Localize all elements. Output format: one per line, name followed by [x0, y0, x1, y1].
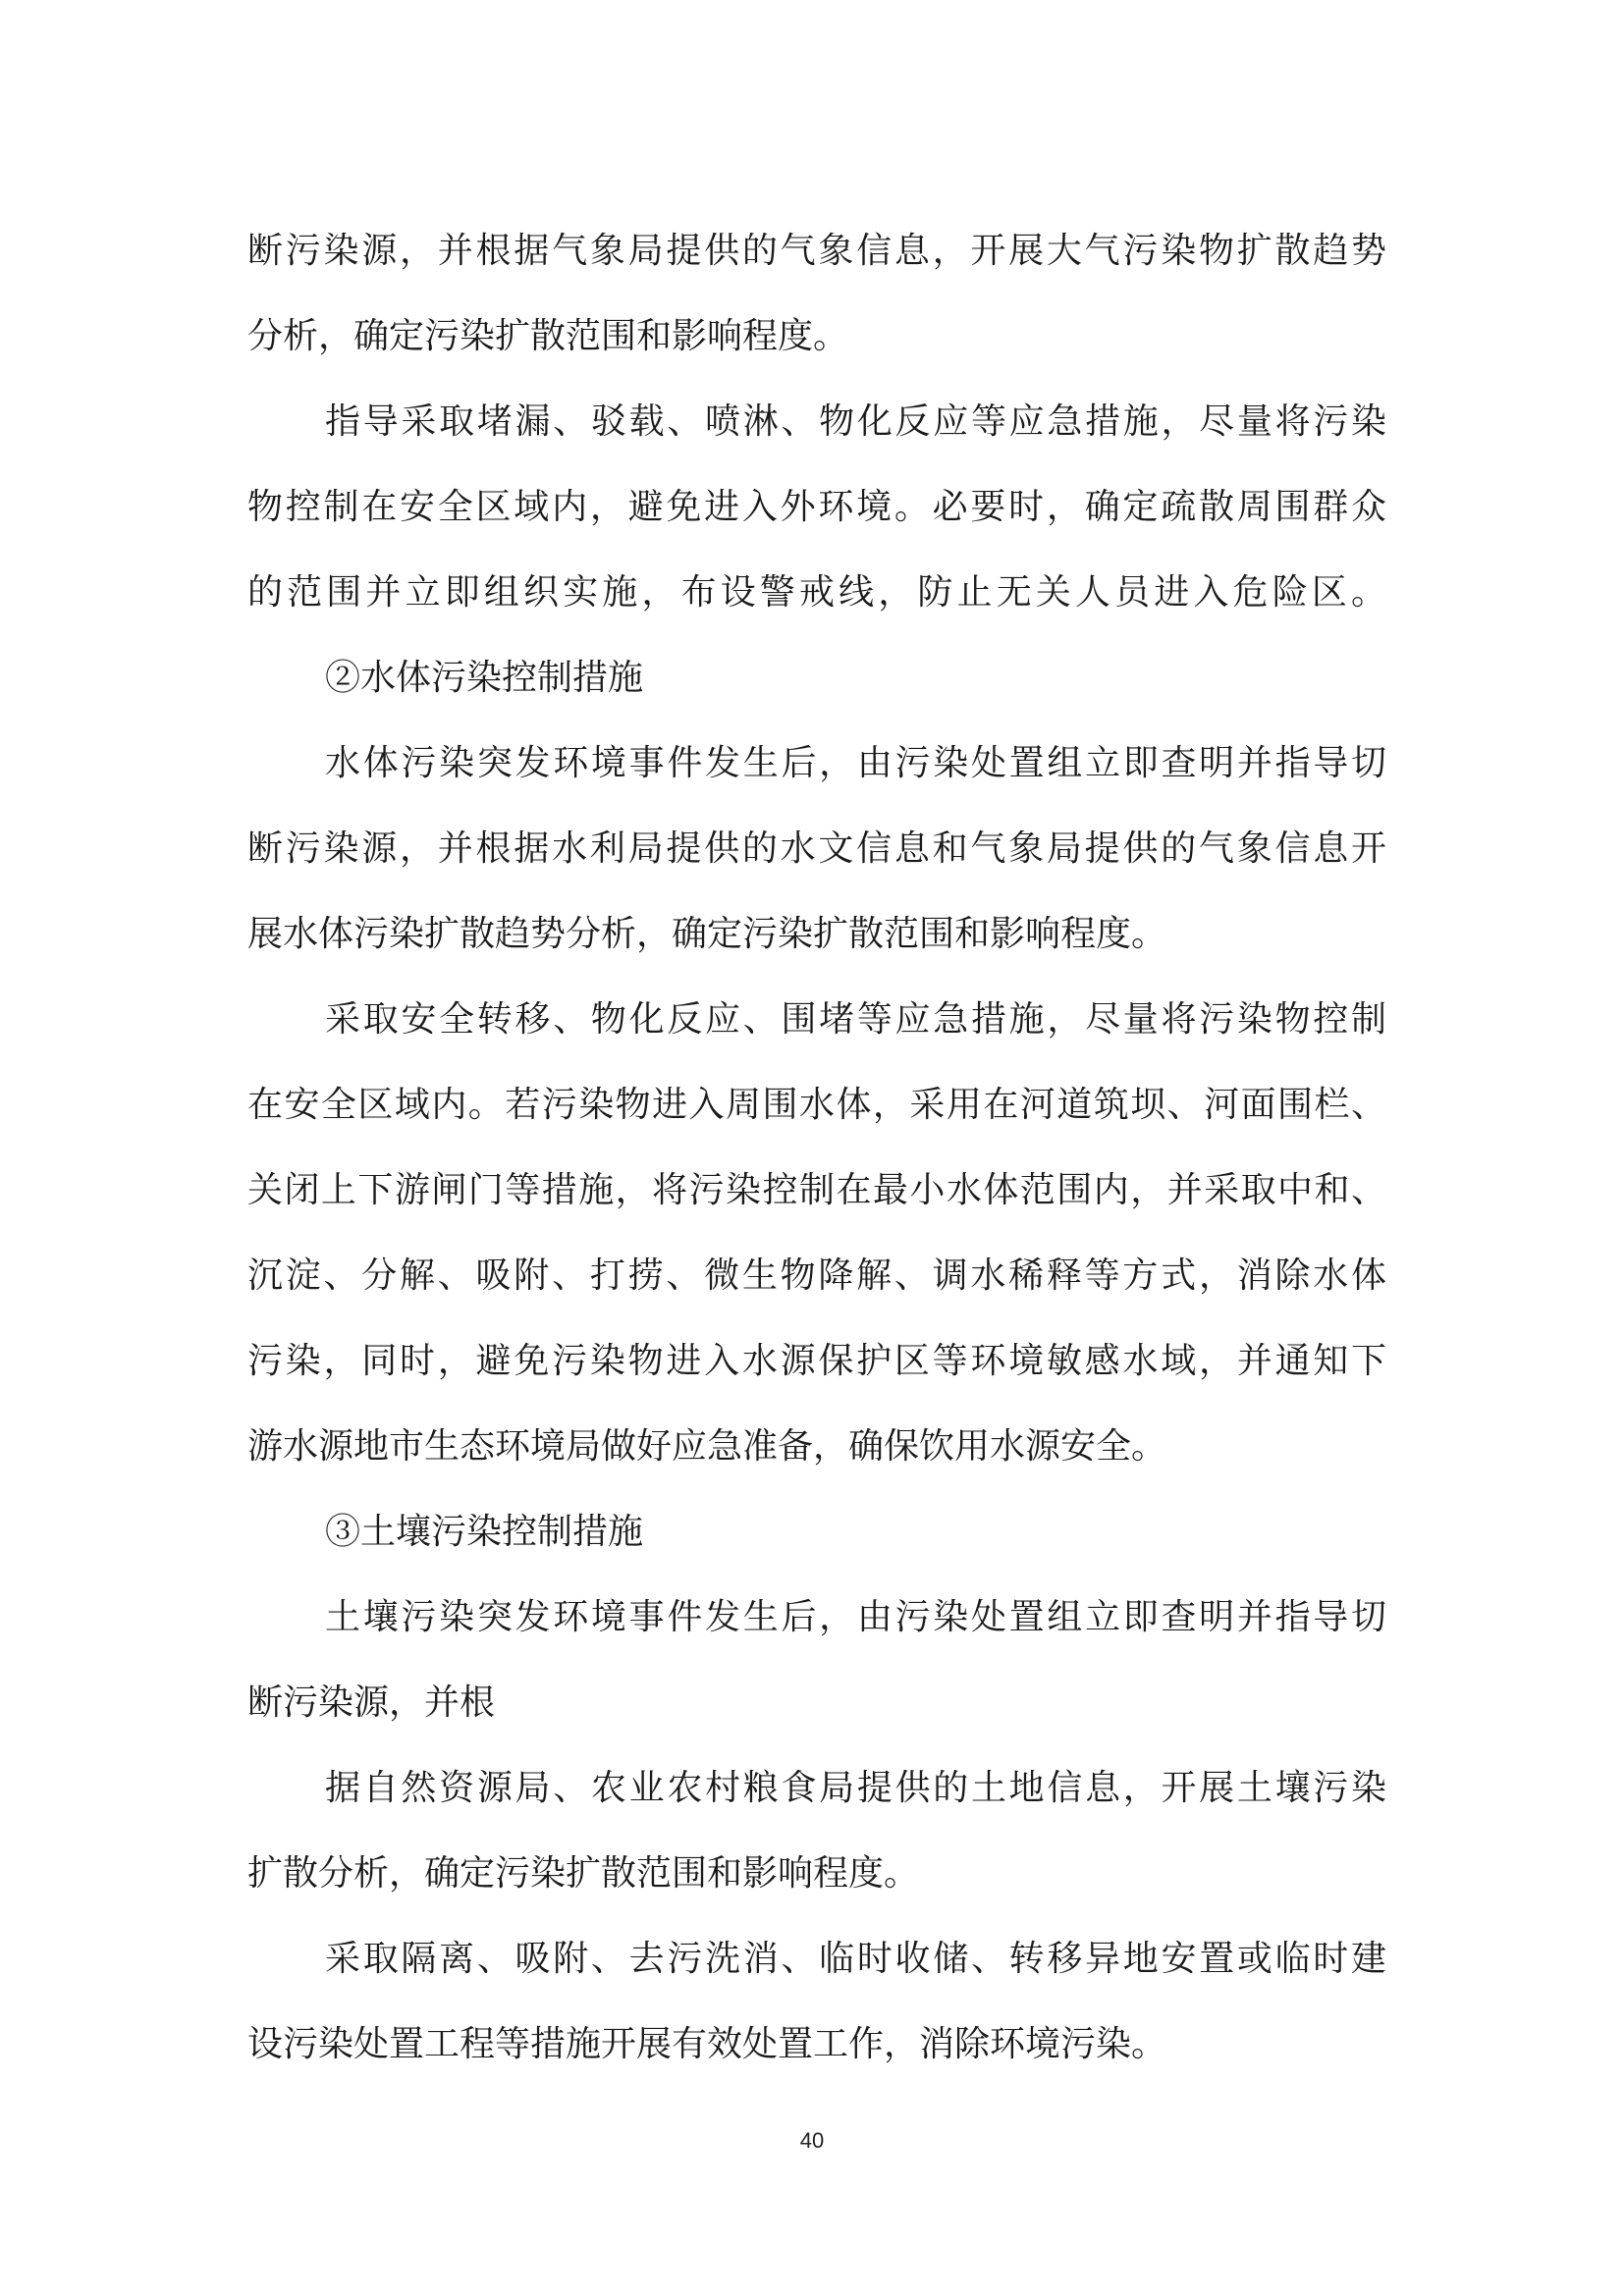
- text-line: ②水体污染控制措施: [325, 658, 644, 698]
- text-line: 物控制在安全区域内，避免进入外环境。必要时，确定疏散周围群众: [247, 487, 1386, 527]
- text-line: 采取隔离、吸附、去污洗消、临时收储、转移异地安置或临时建: [325, 1939, 1386, 1979]
- text-line: 展水体污染扩散趋势分析，确定污染扩散范围和影响程度。: [247, 914, 1167, 954]
- text-line: 污染，同时，避免污染物进入水源保护区等环境敏感水域，并通知下: [247, 1341, 1386, 1381]
- text-line: 断污染源，并根据气象局提供的气象信息，开展大气污染物扩散趋势: [247, 231, 1386, 271]
- text-line: 土壤污染突发环境事件发生后，由污染处置组立即查明并指导切: [325, 1597, 1386, 1637]
- text-line: 的范围并立即组织实施，布设警戒线，防止无关人员进入危险区。: [247, 572, 1386, 613]
- text-line: 断污染源，并根据水利局提供的水文信息和气象局提供的气象信息开: [247, 828, 1386, 869]
- text-line: 水体污染突发环境事件发生后，由污染处置组立即查明并指导切: [325, 743, 1386, 783]
- text-line: 指导采取堵漏、驳载、喷淋、物化反应等应急措施，尽量将污染: [325, 401, 1386, 442]
- text-line: ③土壤污染控制措施: [325, 1512, 644, 1552]
- text-line: 设污染处置工程等措施开展有效处置工作，消除环境污染。: [247, 2024, 1167, 2064]
- text-line: 沉淀、分解、吸附、打捞、微生物降解、调水稀释等方式，消除水体: [247, 1255, 1386, 1296]
- text-line: 断污染源，并根: [247, 1682, 496, 1723]
- text-line: 采取安全转移、物化反应、围堵等应急措施，尽量将污染物控制: [325, 999, 1386, 1040]
- text-line: 在安全区域内。若污染物进入周围水体，采用在河道筑坝、河面围栏、: [247, 1085, 1386, 1125]
- text-line: 游水源地市生态环境局做好应急准备，确保饮用水源安全。: [247, 1426, 1167, 1467]
- text-line: 分析，确定污染扩散范围和影响程度。: [247, 316, 849, 356]
- text-line: 扩散分析，确定污染扩散范围和影响程度。: [247, 1853, 920, 1894]
- text-line: 关闭上下游闸门等措施，将污染控制在最小水体范围内，并采取中和、: [247, 1170, 1386, 1210]
- text-line: 据自然资源局、农业农村粮食局提供的土地信息，开展土壤污染: [325, 1768, 1386, 1808]
- body-text: [247, 208, 1386, 2087]
- page-number: 40: [799, 2128, 825, 2153]
